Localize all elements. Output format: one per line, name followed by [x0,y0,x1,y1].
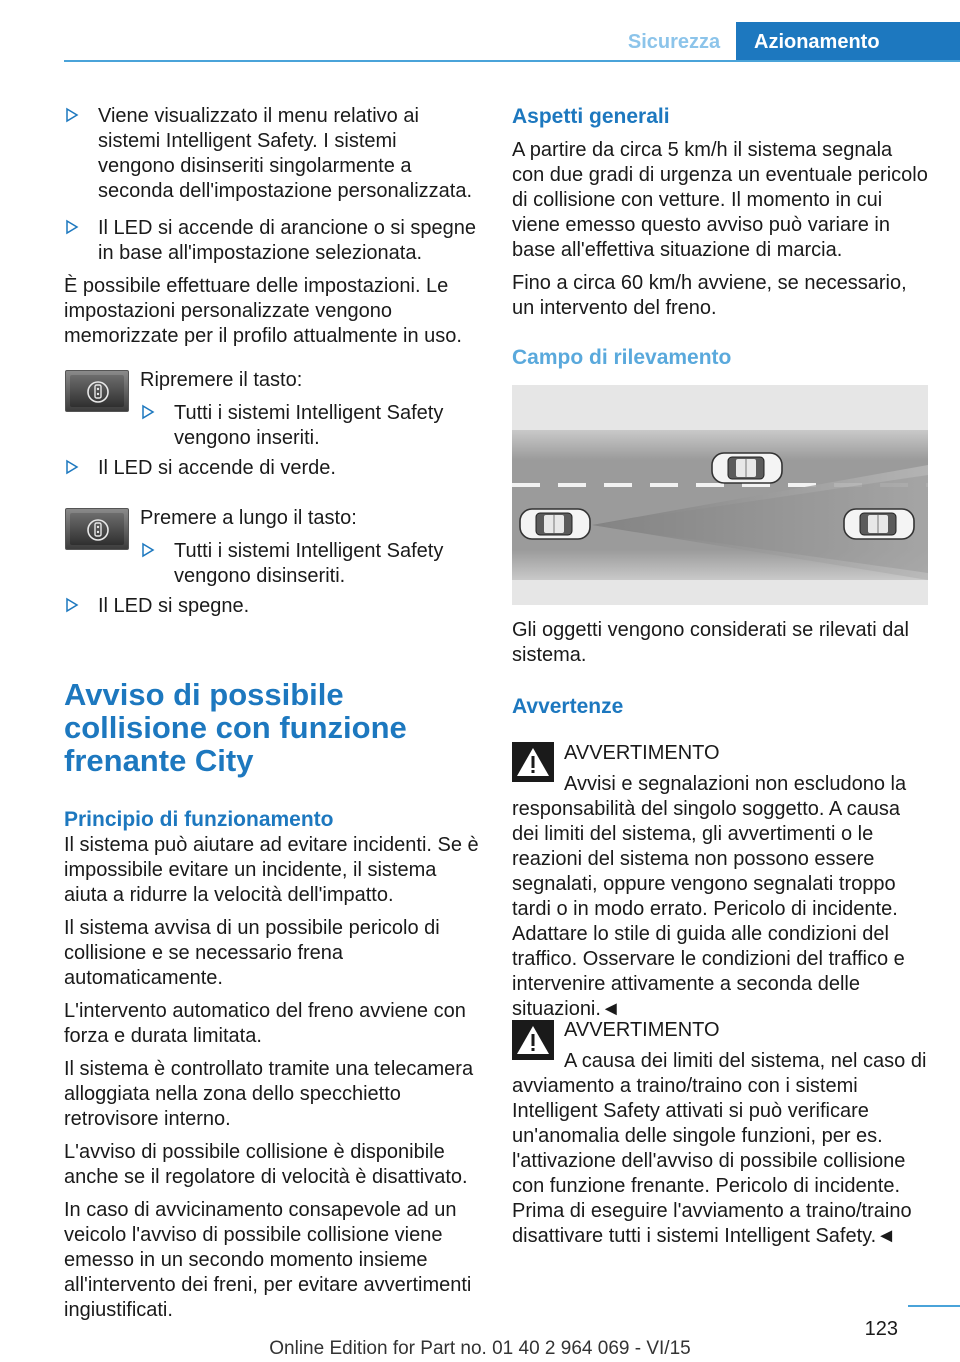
list-item [140,539,476,589]
subsection-title: Principio di funzionamento [64,808,334,831]
bullet-text: Tutti i sistemi Intelligent Safety vengono inseriti. [174,402,444,449]
safety-button-icon [86,380,110,404]
bullet-triangle-icon [64,107,80,123]
paragraph: Il sistema avvisa di un possibile pericolo di collisione e se necessario frena automaticamente. [64,917,440,989]
subsection-title: Campo di rilevamento [512,346,732,369]
warning-text-block [512,1049,928,1249]
list-item [64,216,476,266]
subsection-title: Avvertenze [512,695,624,718]
bullet-triangle-icon [140,404,156,420]
header-tab-chapter: Azionamento [736,22,960,62]
bullet-text: Il LED si spegne. [98,595,250,617]
page-number: 123 [864,1318,898,1340]
intelligent-safety-button-image [65,370,129,412]
instruction-text: Ripremere il tasto: [140,369,303,391]
bullet-text: Tutti i sistemi Intelligent Safety vengono disinseriti. [174,540,444,587]
paragraph: A partire da circa 5 km/h il sistema segnala con due gradi di urgenza un eventuale pericolo di collisione con vetture. Il momento in cui viene emesso questo avviso può variare in base all'effettiva situazione di marcia. [512,139,928,261]
instruction-text: Premere a lungo il tasto: [140,507,357,529]
list-item [140,401,476,451]
bullet-triangle-icon [64,219,80,235]
edition-footer: Online Edition for Part no. 01 40 2 964 069 - VI/15 [269,1338,691,1359]
warning-text: A causa dei limiti del sistema, nel caso di avviamento a traino/traino con i sistemi Intelligent Safety attivati si può verificare un'anomalia delle singole funzioni, per es. l'attivazione dell'avviso di possibile collisione con funzione frenante. Pericolo di incidente. Prima di eseguire l'avviamento a traino/traino disattivare tutti i sistemi Intelligent Safety.◄ [512,1050,927,1247]
collision-section [64,678,480,1323]
led-green-block [64,456,476,481]
footer-rule [908,1305,960,1307]
aspetti-section [512,104,928,371]
bullet-text: Il LED si accende di arancione o si spegne in base all'impostazione selezionata. [98,217,477,264]
led-off-block [64,594,476,619]
warning-label-block [564,1018,928,1043]
bullet-triangle-icon [64,597,80,613]
paragraph: È possibile effettuare delle impostazioni. Le impostazioni personalizzate vengono memorizzate per il profilo attualmente in uso. [64,275,462,347]
paragraph: L'intervento automatico del freno avviene con forza e durata limitata. [64,1000,466,1047]
bullet-text: Viene visualizzato il menu relativo ai sistemi Intelligent Safety. I sistemi vengono disinseriti singolarmente a seconda dell'impostazione personalizzata. [98,105,473,202]
press-long-block [140,506,476,589]
warning-text: Avvisi e segnalazioni non escludono la responsabilità del singolo soggetto. A causa dei limiti del sistema, gli avvertimenti o le reazioni del sistema non possono essere segnalati, oppure vengono segnalati troppo tardi o in modo errato. Pericolo di incidente. Adattare lo stile di guida alle condizioni del traffico. Osservare le condizioni del traffico e intervenire attivamente a seconda delle situazioni.◄ [512,773,907,1020]
header-tab-section: Sicurezza [627,30,721,53]
image-caption: Gli oggetti vengono considerati se rilevati dal sistema. [512,619,909,666]
paragraph: In caso di avvicinamento consapevole ad un veicolo l'avviso di possibile collisione viene emesso in un secondo momento insieme all'intervento dei freni, per evitare avvertimenti ingiustificati. [64,1199,472,1321]
subsection-title: Aspetti generali [512,105,670,128]
list-item [64,104,476,204]
paragraph: Fino a circa 60 km/h avviene, se necessario, un intervento del freno. [512,272,907,319]
safety-button-icon [86,518,110,542]
paragraph: Il sistema è controllato tramite una telecamera alloggiata nella zona dello specchietto retrovisore interno. [64,1058,474,1130]
paragraph: Il sistema può aiutare ad evitare incidenti. Se è impossibile evitare un incidente, il sistema aiuta a ridurre la velocità dell'impatto. [64,834,479,906]
campo-caption-block [512,618,928,720]
section-title: Avviso di possibile collisione con funzione frenante City [64,677,407,778]
paragraph: L'avviso di possibile collisione è disponibile anche se il regolatore di velocità è disattivato. [64,1141,468,1188]
detection-range-illustration [512,385,928,605]
warning-label-block [564,741,928,766]
bullet-triangle-icon [64,459,80,475]
list-item [64,594,476,619]
bullet-text: Il LED si accende di verde. [98,457,336,479]
press-again-block [140,368,476,451]
warning-label: AVVERTIMENTO [564,742,720,764]
list-item [64,456,476,481]
header-rule [64,60,960,62]
bullet-triangle-icon [140,542,156,558]
left-bullets-top [64,104,476,349]
warning-text-block [512,772,928,1022]
warning-label: AVVERTIMENTO [564,1019,720,1041]
intelligent-safety-button-image [65,508,129,550]
